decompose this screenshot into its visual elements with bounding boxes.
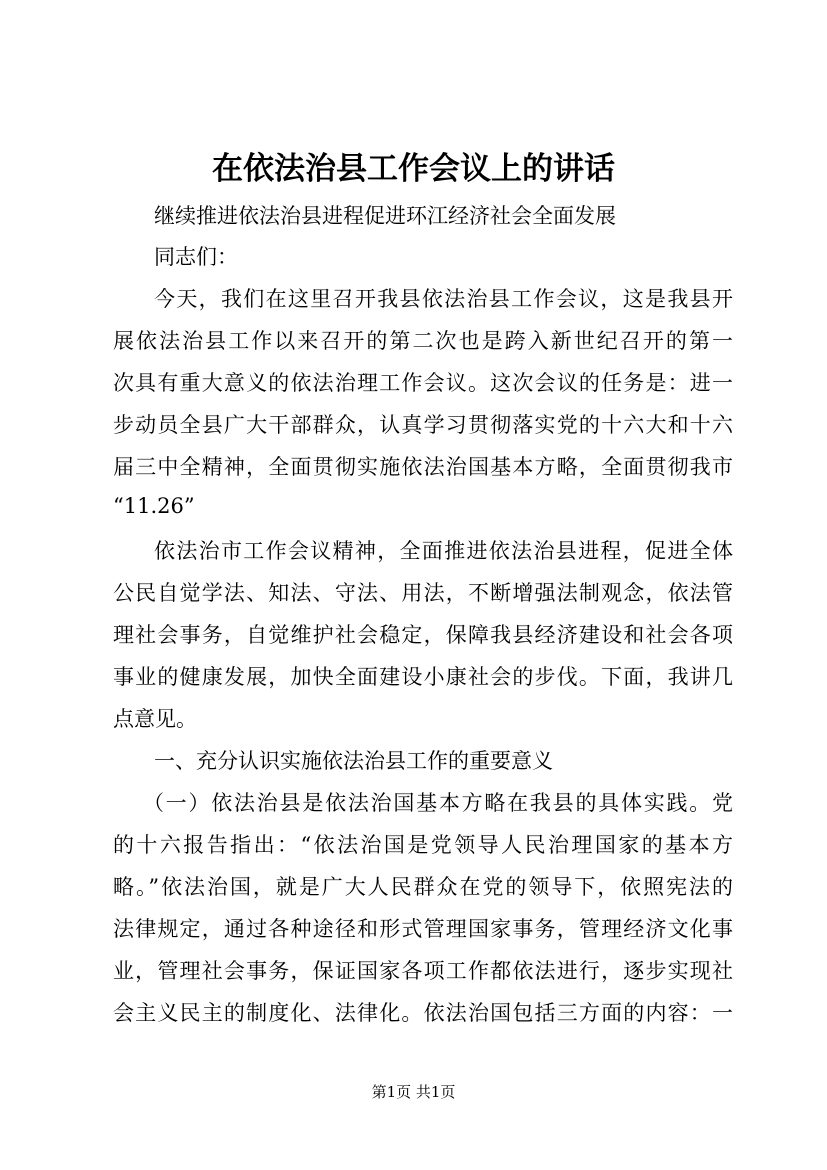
body-line: 依法治市工作会议精神，全面推进依法治县进程，促进全体	[154, 539, 733, 563]
body-line: 会主义民主的制度化、法律化。依法治国包括三方面的内容：一	[113, 1001, 733, 1025]
salutation-line: 同志们：	[154, 245, 238, 269]
body-line: 步动员全县广大干部群众，认真学习贯彻落实党的十六大和十六	[113, 413, 733, 437]
body-line: “11.26”	[113, 494, 195, 518]
body-line: 点意见。	[113, 707, 197, 731]
body-line: 届三中全精神，全面贯彻实施依法治国基本方略，全面贯彻我市	[113, 455, 733, 479]
body-line: 理社会事务，自觉维护社会稳定，保障我县经济建设和社会各项	[113, 623, 733, 647]
subtitle-line: 继续推进依法治县进程促进环江经济社会全面发展	[154, 204, 616, 228]
section-heading: 一、充分认识实施依法治县工作的重要意义	[154, 749, 553, 773]
body-line: 展依法治县工作以来召开的第二次也是跨入新世纪召开的第一	[113, 329, 733, 353]
body-line: （一）依法治县是依法治国基本方略在我县的具体实践。党	[143, 791, 733, 815]
body-line: 次具有重大意义的依法治理工作会议。这次会议的任务是：进一	[113, 371, 733, 395]
body-line: 事业的健康发展，加快全面建设小康社会的步伐。下面，我讲几	[113, 665, 733, 689]
body-line: 公民自觉学法、知法、守法、用法，不断增强法制观念，依法管	[113, 581, 733, 605]
page-footer: 第1页 共1页	[371, 1083, 456, 1101]
body-line: 略。”依法治国，就是广大人民群众在党的领导下，依照宪法的	[113, 875, 733, 899]
document-title: 在依法治县工作会议上的讲话	[212, 151, 615, 187]
body-line: 业，管理社会事务，保证国家各项工作都依法进行，逐步实现社	[113, 959, 733, 983]
body-line: 今天，我们在这里召开我县依法治县工作会议，这是我县开	[154, 287, 733, 311]
body-line: 法律规定，通过各种途径和形式管理国家事务，管理经济文化事	[113, 917, 733, 941]
body-line: 的十六报告指出：“依法治国是党领导人民治理国家的基本方	[113, 833, 733, 857]
